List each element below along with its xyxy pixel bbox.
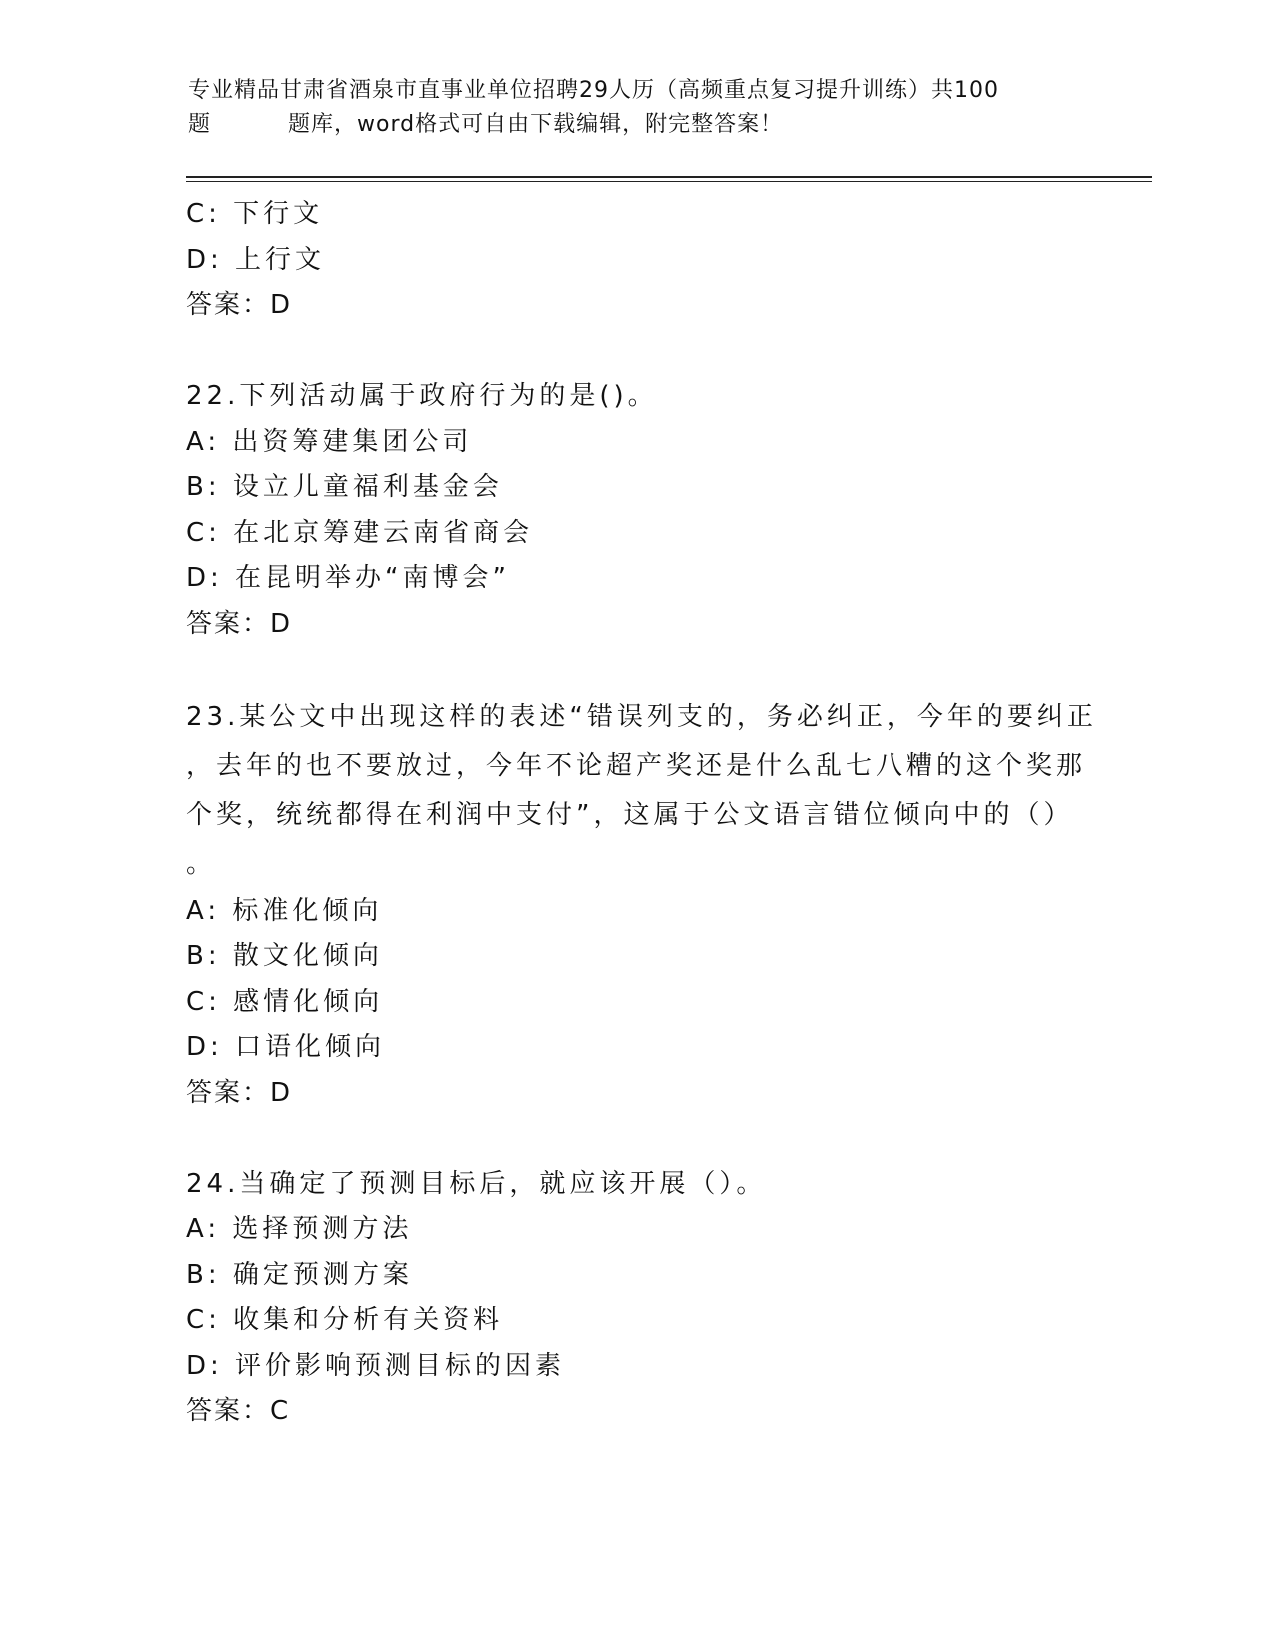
option-c: C: 感情化倾向: [186, 986, 384, 1017]
option-b: B: 设立儿童福利基金会: [186, 472, 503, 502]
option-c: C: 收集和分析有关资料: [186, 1305, 504, 1335]
stem-line: 个奖，统统都得在利润中支付”，这属于公文语言错位倾向中的（）: [186, 799, 1074, 830]
question-23: [186, 693, 1097, 1117]
option-d: D: 在昆明举办“南博会”: [186, 563, 510, 593]
question-stem: 22.下列活动属于政府行为的是()。: [186, 381, 658, 411]
question-stem: 24.当确定了预测目标后，就应该开展（）。: [186, 1168, 767, 1199]
spacer: [186, 1116, 1086, 1162]
option-a: A: 选择预测方法: [186, 1214, 413, 1244]
spacer: [186, 647, 1086, 693]
header-rule-thick: [186, 176, 1152, 178]
answer-line: 答案：C: [186, 1396, 291, 1426]
option-b: B: 散文化倾向: [186, 941, 383, 971]
header-line-2-start: 题: [188, 112, 212, 137]
question-22: [186, 374, 1086, 647]
option-d: D: 上行文: [186, 244, 326, 275]
option-d: D: 口语化倾向: [186, 1032, 386, 1062]
question-21-tail: [186, 192, 1086, 329]
stem-line: 。: [186, 848, 217, 879]
header-rule-thin: [186, 181, 1152, 182]
header-line-2: [188, 108, 1068, 142]
header-line-1: 专业精品甘肃省酒泉市直事业单位招聘29人历（高频重点复习提升训练）共100: [188, 78, 999, 103]
answer-line: 答案：D: [186, 608, 293, 639]
question-24: [186, 1162, 1086, 1435]
question-stem: [186, 693, 1097, 889]
option-c: C: 下行文: [186, 199, 324, 229]
option-a: A: 标准化倾向: [186, 895, 383, 926]
answer-line: 答案：D: [186, 1077, 293, 1108]
document-header: [188, 74, 1068, 142]
option-c: C: 在北京筹建云南省商会: [186, 517, 534, 548]
stem-line: ，去年的也不要放过，今年不论超产奖还是什么乱七八糟的这个奖那: [186, 750, 1087, 781]
header-line-2-end: 题库，word格式可自由下载编辑，附完整答案！: [288, 112, 784, 137]
answer-line: 答案：D: [186, 290, 293, 320]
stem-line: 23.某公文中出现这样的表述“错误列支的，务必纠正，今年的要纠正: [186, 701, 1097, 732]
spacer: [186, 329, 1086, 375]
question-list: [186, 192, 1097, 1435]
option-a: A: 出资筹建集团公司: [186, 426, 473, 457]
option-d: D: 评价影响预测目标的因素: [186, 1350, 566, 1381]
option-b: B: 确定预测方案: [186, 1259, 413, 1290]
